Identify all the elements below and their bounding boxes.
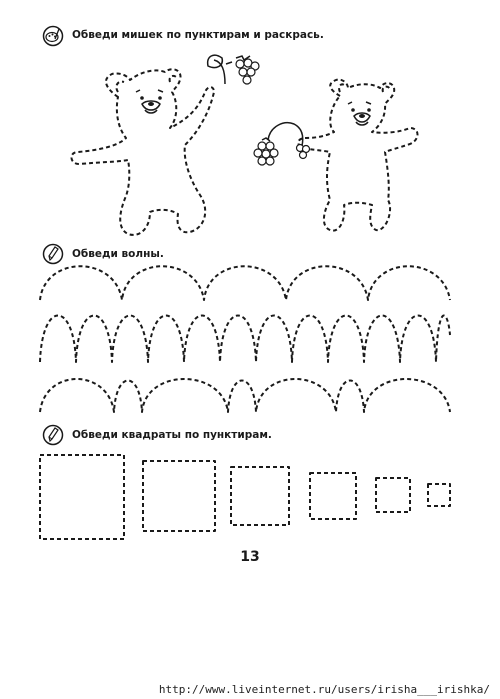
square-6 (428, 484, 450, 506)
square-2 (143, 461, 215, 531)
square-5 (376, 478, 410, 512)
square-1 (40, 455, 124, 539)
task-instruction-squares: Обведи квадраты по пунктирам. (72, 429, 272, 441)
task-instruction-waves: Обведи волны. (72, 248, 164, 260)
square-3 (231, 467, 289, 525)
footer-url[interactable]: http://www.liveinternet.ru/users/irisha___irishka/ (158, 683, 490, 696)
task-instruction-bears: Обведи мишек по пунктирам и раскрась. (72, 29, 324, 41)
page-number: 13 (240, 549, 260, 565)
square-4 (310, 473, 356, 519)
